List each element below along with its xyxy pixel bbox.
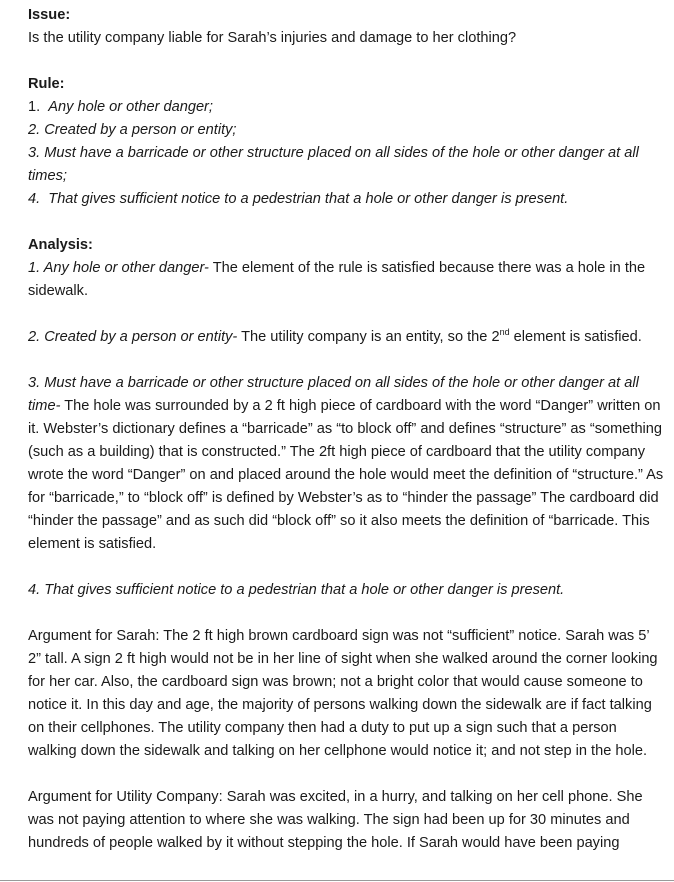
issue-heading: Issue: xyxy=(28,7,71,23)
analysis-p1-text: The element of the rule is satisfied because there was a hole in the sidewalk. xyxy=(28,260,646,299)
rule-item-2 xyxy=(28,119,664,142)
analysis-p2-text-after: element is satisfied. xyxy=(509,329,642,345)
analysis-p2-superscript: nd xyxy=(499,327,510,338)
analysis-p3-text: The hole was surrounded by a 2 ft high piece of cardboard with the word “Danger” written on it. Webster’s dictionary defines a “barricade” as “to block off” and defines “structure” as “something (such as a building) that is constructed.” The 2ft high piece of cardboard that the utility company wrote the word “Danger” on and placed around the hole would meet the definition of “structure.” As for “barricade,” to “block off” is defined by Webster’s as to “hinder the passage” The cardboard did “hinder the passage” and as such did “block off” so it also meets the definition of “barricade. This element is satisfied. xyxy=(28,398,664,552)
rule-item-1 xyxy=(28,96,664,119)
analysis-heading: Analysis: xyxy=(28,237,93,253)
rule-item-4-number: 4. xyxy=(28,191,41,207)
rule-item-1-number: 1. xyxy=(28,99,41,115)
rule-item-3-text: Must have a barricade or other structure placed on all sides of the hole or other danger at all times; xyxy=(28,145,639,184)
analysis-paragraph-3 xyxy=(28,372,664,556)
issue-text: Is the utility company liable for Sarah’s injuries and damage to her clothing? xyxy=(28,30,517,46)
document-page xyxy=(28,4,664,855)
page-bottom-divider xyxy=(0,880,674,881)
argument-for-utility-company: Argument for Utility Company: Sarah was excited, in a hurry, and talking on her cell phone. She was not paying attention to where she was walking. The sign had been up for 30 minutes and hundreds of people walked by it without stepping the hole. If Sarah would have been paying xyxy=(28,789,643,851)
analysis-p1-label: 1. Any hole or other danger- xyxy=(28,260,209,276)
rule-item-3 xyxy=(28,142,664,188)
rule-item-3-number: 3. xyxy=(28,145,41,161)
analysis-paragraph-2 xyxy=(28,326,664,349)
rule-item-4 xyxy=(28,188,664,211)
analysis-paragraph-4: 4. That gives sufficient notice to a pedestrian that a hole or other danger is present. xyxy=(28,582,565,598)
analysis-paragraph-1 xyxy=(28,257,664,303)
analysis-p3-label: 3. Must have a barricade or other structure placed on all sides of the hole or other danger at all time- xyxy=(28,375,639,414)
analysis-p2-text-before: The utility company is an entity, so the 2 xyxy=(237,329,500,345)
rule-item-4-text: That gives sufficient notice to a pedestrian that a hole or other danger is present. xyxy=(48,191,569,207)
argument-for-sarah: Argument for Sarah: The 2 ft high brown cardboard sign was not “sufficient” notice. Sarah was 5’ 2” tall. A sign 2 ft high would not be in her line of sight when she walked around the corner looking for her car. Also, the cardboard sign was brown; not a bright color that would cause someone to notice it. In this day and age, the majority of persons walking down the sidewalk are if fact talking on their cellphones. The utility company then had a duty to put up a sign such that a person walking down the sidewalk and talking on her cellphone would notice it; and not step in the hole. xyxy=(28,628,658,759)
rule-heading: Rule: xyxy=(28,76,65,92)
rule-item-1-text: Any hole or other danger; xyxy=(48,99,213,115)
analysis-p2-label: 2. Created by a person or entity- xyxy=(28,329,238,345)
rule-item-2-text: Created by a person or entity; xyxy=(44,122,237,138)
rule-item-2-number: 2. xyxy=(28,122,41,138)
